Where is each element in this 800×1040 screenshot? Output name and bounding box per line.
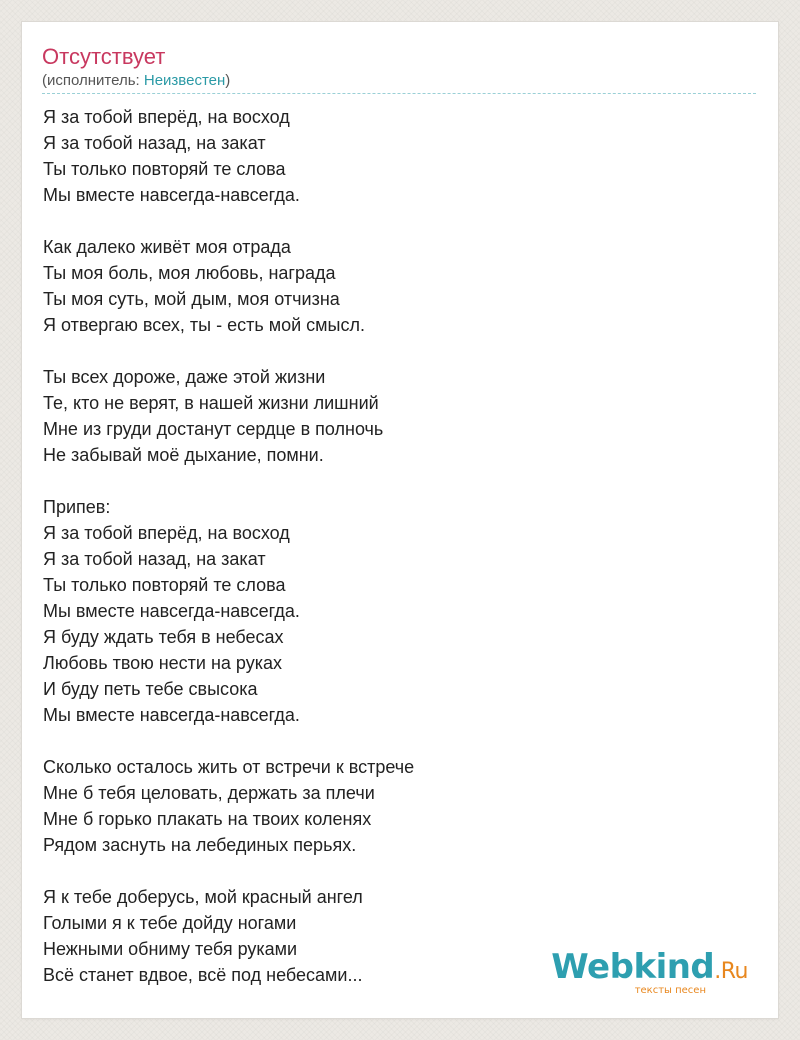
artist-suffix: ) [225,72,231,89]
lyrics-line: Я отвергаю всех, ты - есть мой смысл. [43,315,365,335]
header-divider [42,93,756,94]
lyrics-line: Ты моя суть, мой дым, моя отчизна [43,289,340,309]
lyrics-line: Я буду ждать тебя в небесах [43,627,284,647]
lyrics-line: Мы вместе навсегда-навсегда. [43,601,300,621]
lyrics-line: Нежными обниму тебя руками [43,939,298,959]
lyrics-line: Ты моя боль, моя любовь, награда [43,263,336,283]
lyrics-line: Те, кто не верят, в нашей жизни лишний [43,393,379,413]
artist-line [42,72,230,90]
logo-wordmark [551,949,748,990]
lyrics-line: Я за тобой вперёд, на восход [43,107,290,127]
site-logo[interactable] [551,949,748,996]
lyrics-line: Мне б горько плакать на твоих коленях [43,809,372,829]
lyrics-text [43,104,743,1014]
logo-main-text: Webkind [551,947,715,987]
artist-prefix: (исполнитель: [42,72,144,89]
lyrics-line: Любовь твою нести на руках [43,653,282,673]
lyrics-stanza [43,364,743,468]
lyrics-stanza [43,754,743,858]
artist-link[interactable]: Неизвестен [143,72,226,89]
lyrics-line: Я за тобой назад, на закат [43,549,266,569]
lyrics-line: Ты только повторяй те слова [43,575,286,595]
logo-tld: .Ru [714,959,748,984]
logo-subtitle: тексты песен [634,985,706,996]
lyrics-line: Мы вместе навсегда-навсегда. [43,705,300,725]
lyrics-line: Мне из груди достанут сердце в полночь [43,419,384,439]
lyrics-stanza [43,234,743,338]
lyrics-card [22,22,778,1018]
lyrics-line: Сколько осталось жить от встречи к встрече [43,757,415,777]
lyrics-line: Мне б тебя целовать, держать за плечи [43,783,375,803]
lyrics-line: Как далеко живёт моя отрада [43,237,291,257]
lyrics-line: Всё станет вдвое, всё под небесами... [43,965,363,985]
lyrics-line: Ты всех дороже, даже этой жизни [43,367,326,387]
lyrics-line: Я за тобой назад, на закат [43,133,266,153]
lyrics-line: Рядом заснуть на лебединых перьях. [43,835,357,855]
lyrics-line: Я за тобой вперёд, на восход [43,523,290,543]
lyrics-line: Я к тебе доберусь, мой красный ангел [43,887,363,907]
lyrics-line: Ты только повторяй те слова [43,159,286,179]
lyrics-line: Припев: [43,497,111,517]
lyrics-stanza [43,104,743,208]
song-title: Отсутствует [42,44,166,69]
lyrics-line: Не забывай моё дыхание, помни. [43,445,324,465]
lyrics-line: И буду петь тебе свысока [43,679,258,699]
lyrics-line: Голыми я к тебе дойду ногами [43,913,297,933]
lyrics-line: Мы вместе навсегда-навсегда. [43,185,300,205]
lyrics-stanza [43,494,743,728]
